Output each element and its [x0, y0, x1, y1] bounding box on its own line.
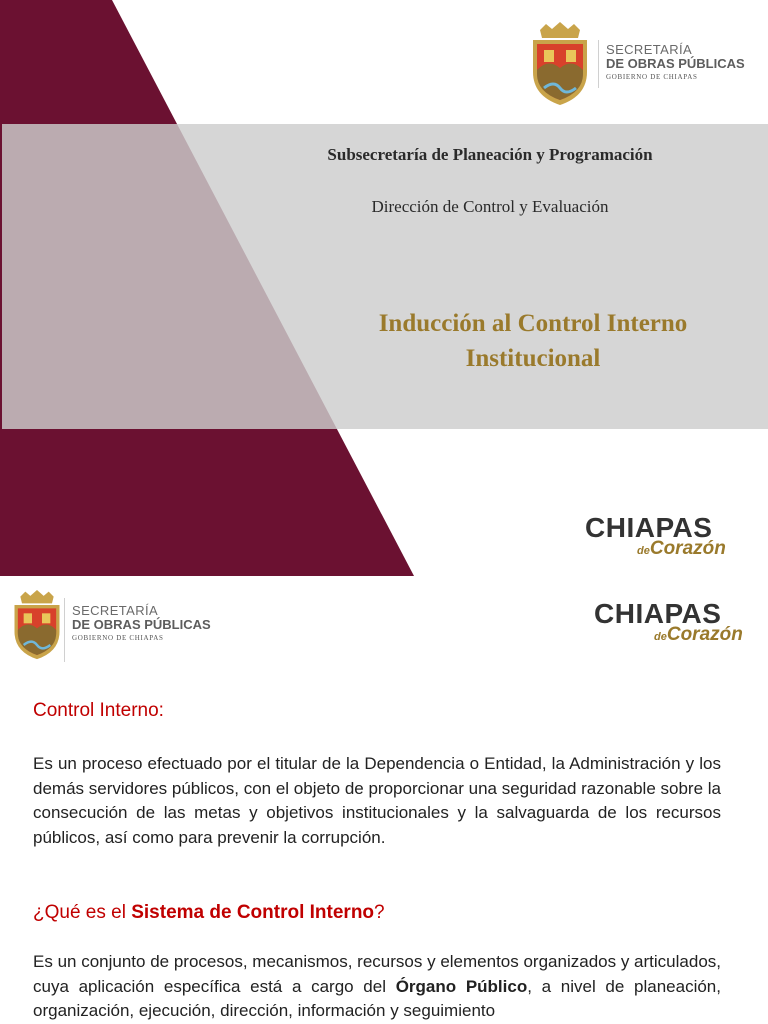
- heading-control-interno: Control Interno:: [33, 700, 164, 721]
- gray-title-band: [2, 124, 768, 429]
- brand-sub-text: deCorazón: [654, 624, 743, 645]
- brand-main-text: CHIAPAS: [594, 598, 722, 629]
- title-line-2: Institucional: [465, 345, 601, 372]
- org-line-gobierno: GOBIERNO DE CHIAPAS: [606, 73, 698, 81]
- paragraph-sistema-control-interno: Es un conjunto de procesos, mecanismos, recursos y elementos organizados y articulados, cuya aplicación específica está a cargo del Órgano Público, a nivel de planeación, organización, ejecución, dirección, información y seguimiento: [33, 952, 721, 1020]
- org-divider: [64, 598, 65, 662]
- org-line-gobierno: GOBIERNO DE CHIAPAS: [72, 634, 164, 642]
- brand-main-text: CHIAPAS: [585, 512, 713, 543]
- paragraph-control-interno: Es un proceso efectuado por el titular de la Dependencia o Entidad, la Administración y los demás servidores públicos, con el objeto de proporcionar una seguridad razonable sobre la consecución de las metas y objetivos institucionales y la salvaguarda de los recursos públicos, así como para prevenir la corrupción.: [33, 754, 721, 847]
- slide-title: [300, 306, 766, 376]
- chiapas-de-corazon-logo: [585, 514, 726, 558]
- direccion-text: Dirección de Control y Evaluación: [371, 197, 609, 216]
- org-line-secretaria: SECRETARÍA: [606, 42, 693, 57]
- chiapas-de-corazon-logo: [594, 600, 743, 644]
- chiapas-coat-of-arms-icon: [530, 22, 590, 106]
- title-line-1: Inducción al Control Interno: [378, 310, 688, 337]
- heading-sistema-control-interno: ¿Qué es el Sistema de Control Interno?: [33, 902, 385, 923]
- org-line-obras-publicas: DE OBRAS PÚBLICAS: [606, 56, 745, 71]
- organization-name: [72, 604, 211, 642]
- org-line-obras-publicas: DE OBRAS PÚBLICAS: [72, 617, 211, 632]
- brand-sub-text: deCorazón: [637, 538, 726, 559]
- chiapas-coat-of-arms-icon: [12, 586, 62, 664]
- organization-name: [606, 43, 745, 81]
- org-divider: [598, 40, 599, 88]
- subsecretaria-text: Subsecretaría de Planeación y Programación: [327, 145, 653, 164]
- org-line-secretaria: SECRETARÍA: [72, 603, 159, 618]
